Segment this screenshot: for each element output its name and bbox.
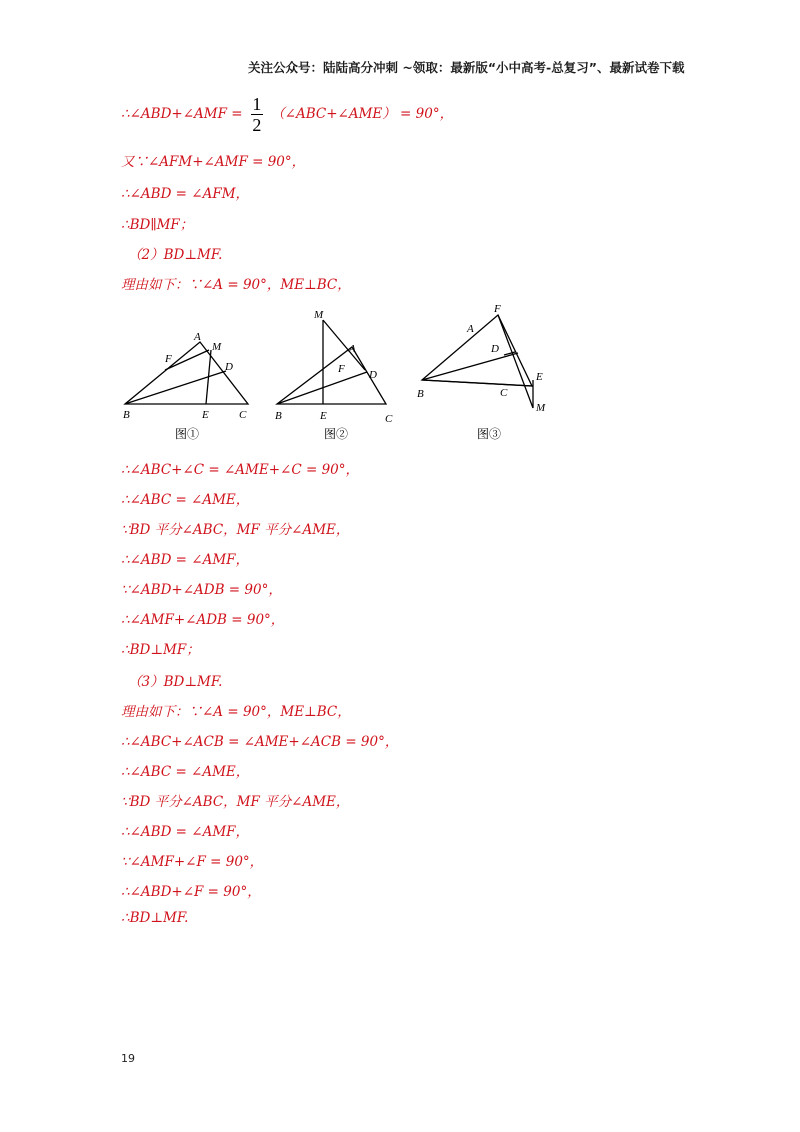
fig3-label-b: B: [417, 388, 424, 400]
proof-line: ∴BD⊥MF.: [121, 910, 189, 926]
proof-line: ∴∠ABC+∠ACB = ∠AME+∠ACB = 90°，: [121, 734, 399, 750]
fig2-label-b: B: [275, 410, 282, 422]
fig1-label-d: D: [225, 361, 233, 373]
proof-line: ∵BD 平分∠ABC，MF 平分∠AME，: [121, 794, 350, 810]
proof-line: （3）BD⊥MF.: [128, 674, 223, 690]
proof-line: ∴∠ABC = ∠AME，: [121, 492, 250, 508]
fig3-label-c: C: [500, 387, 508, 399]
proof-line: ∴∠ABD = ∠AMF，: [121, 824, 250, 840]
proof-line: ∴∠ABC = ∠AME，: [121, 764, 250, 780]
proof-line: ∴BD∥MF；: [121, 217, 194, 233]
page-header: 关注公众号：陆陆高分冲刺 ~领取：最新版“小中高考-总复习”、最新试卷下载: [248, 60, 685, 75]
proof-line: ∴∠ABD+∠F = 90°，: [121, 884, 261, 900]
fig3-label-a: A: [467, 323, 474, 335]
fig3-caption: 图③: [477, 427, 502, 441]
frac-denominator: 2: [252, 115, 262, 135]
fig2-label-a: A: [349, 343, 356, 355]
fig3-label-f: F: [494, 303, 501, 315]
fig1-label-m: M: [212, 341, 222, 353]
proof-line: ∵∠AMF+∠F = 90°，: [121, 854, 264, 870]
fig1-label-c: C: [239, 409, 247, 421]
proof-line: 理由如下：∵∠A = 90°，ME⊥BC，: [121, 277, 351, 293]
fig3-label-m: M: [536, 402, 546, 414]
frac-suffix: （∠ABC+∠AME） = 90°，: [271, 106, 454, 122]
proof-line: ∴∠AMF+∠ADB = 90°，: [121, 612, 285, 628]
fig2-label-f: F: [338, 363, 345, 375]
fig2-label-e: E: [320, 410, 327, 422]
proof-line: ∴∠ABD = ∠AMF，: [121, 552, 250, 568]
geometry-figures: [115, 300, 565, 450]
proof-line: （2）BD⊥MF.: [128, 247, 223, 263]
fig3-label-e: E: [536, 371, 543, 383]
fig2-caption: 图②: [324, 427, 349, 441]
fig2-label-d: D: [369, 369, 377, 381]
fig1-label-e: E: [202, 409, 209, 421]
proof-line: ∴BD⊥MF；: [121, 642, 200, 658]
proof-line: ∴∠ABC+∠C = ∠AME+∠C = 90°，: [121, 462, 360, 478]
fig1-caption: 图①: [175, 427, 200, 441]
fig2-label-c: C: [385, 413, 393, 425]
page-number: 19: [121, 1052, 135, 1065]
fig1-label-a: A: [194, 331, 201, 343]
proof-line: 又∵∠AFM+∠AMF = 90°，: [121, 154, 306, 170]
fig3-label-d: D: [491, 343, 499, 355]
proof-line: ∵BD 平分∠ABC，MF 平分∠AME，: [121, 522, 350, 538]
fig1-label-f: F: [165, 353, 172, 365]
proof-line: 理由如下：∵∠A = 90°，ME⊥BC，: [121, 704, 351, 720]
fig2-label-m: M: [314, 309, 324, 321]
one-half-fraction: [251, 95, 263, 134]
fig1-label-b: B: [123, 409, 130, 421]
proof-line: ∴∠ABD = ∠AFM，: [121, 186, 250, 202]
frac-numerator: 1: [252, 94, 262, 114]
fraction-equation: [121, 95, 453, 134]
proof-line: ∵∠ABD+∠ADB = 90°，: [121, 582, 282, 598]
frac-prefix: ∴∠ABD+∠AMF =: [121, 106, 243, 122]
